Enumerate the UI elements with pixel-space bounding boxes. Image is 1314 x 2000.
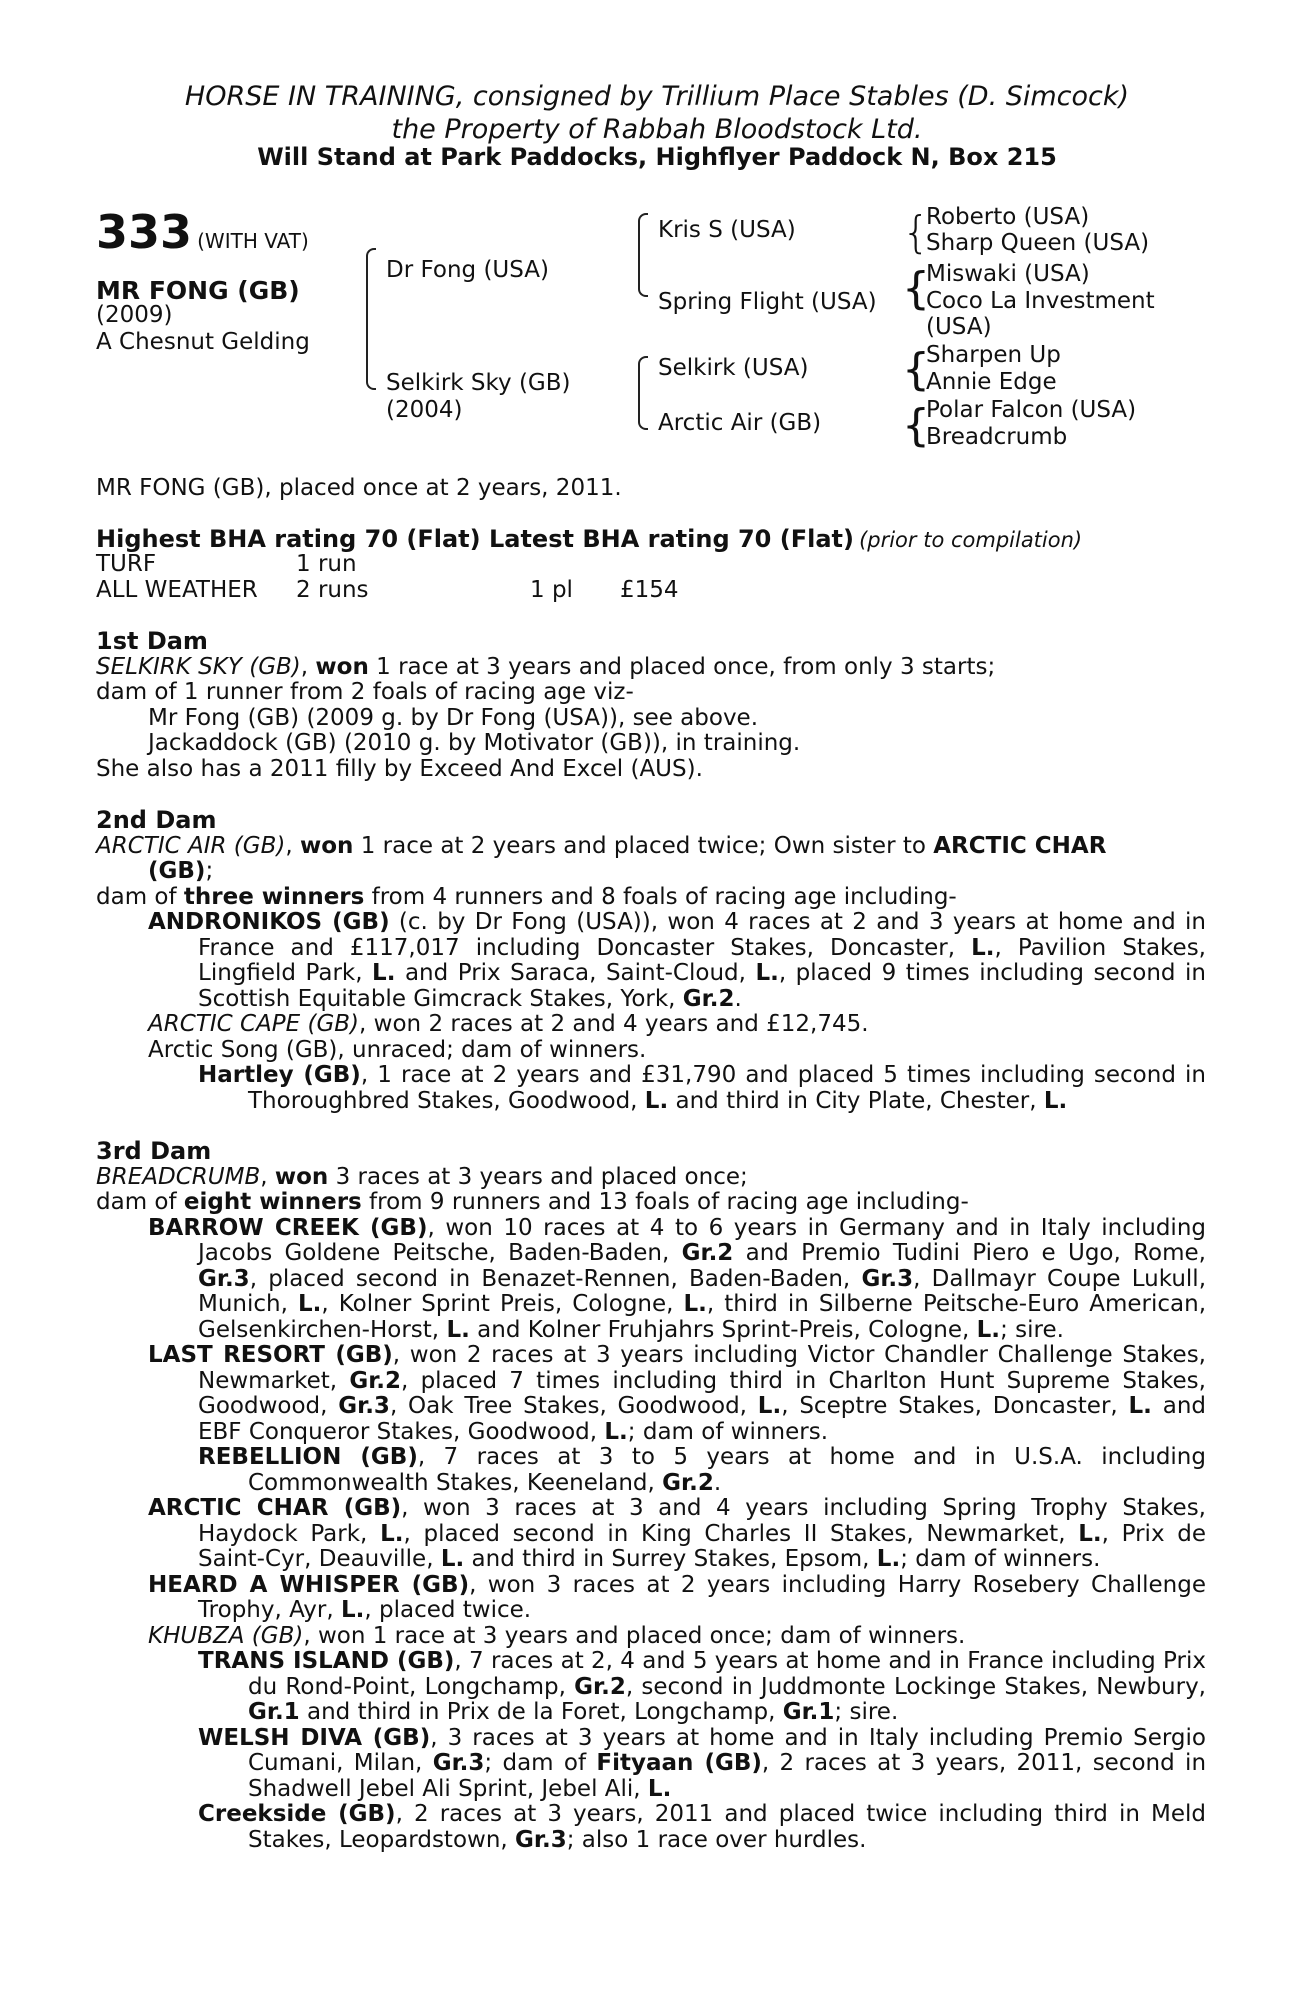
pedigree-sire-dam: Spring Flight (USA) bbox=[658, 289, 877, 315]
first-dam-section bbox=[96, 629, 1206, 782]
third-dam-record-text: 3 races at 3 years and placed once; bbox=[328, 1163, 748, 1190]
arctic-cape-name: ARCTIC CAPE (GB) bbox=[148, 1011, 360, 1037]
second-dam-sister: ARCTIC CHAR bbox=[933, 832, 1107, 859]
second-dam-produce-text: from 4 runners and 8 foals of racing age including- bbox=[364, 883, 957, 910]
lot-number-block bbox=[96, 205, 309, 259]
last-resort-text-2: , placed 7 times including third in Charlton Hunt Supreme Stakes, Goodwood, bbox=[198, 1367, 1206, 1419]
hartley-text-2: and third in City Plate, Chester, bbox=[668, 1087, 1044, 1114]
second-dam-record-text: 1 race at 2 years and placed twice; Own sister to bbox=[353, 832, 934, 859]
first-dam-produce-intro: dam of 1 runner from 2 foals of racing age viz- bbox=[96, 679, 634, 705]
horse-name: MR FONG (GB) bbox=[96, 276, 300, 305]
barrow-creek-text-7: and Kolner Fruhjahrs Sprint-Preis, Cologne, bbox=[469, 1316, 977, 1343]
barrow-creek-text-4: , Dallmayr Coupe Lukull, Munich, bbox=[198, 1265, 1207, 1317]
second-dam-section bbox=[96, 808, 1206, 1114]
listed-mark: L. bbox=[757, 1393, 782, 1419]
barrow-creek-text-2: and Premio Tudini Piero e Ugo, Rome, bbox=[733, 1240, 1206, 1266]
listed-mark: L. bbox=[440, 1546, 465, 1572]
header-stand-location: Will Stand at Park Paddocks, Highflyer Paddock N, Box 215 bbox=[257, 143, 1057, 171]
barrow-creek-text-3: , placed second in Benazet-Rennen, Baden-Baden, bbox=[249, 1265, 862, 1292]
listed-mark: L. bbox=[1078, 1520, 1102, 1547]
first-dam-won: won bbox=[315, 653, 369, 680]
second-dam-produce-intro bbox=[96, 885, 1206, 911]
heard-a-whisper-text-2: , placed twice. bbox=[364, 1597, 532, 1623]
first-dam-record: SELKIRK SKY (GB), won 1 race at 3 years and placed once, from only 3 starts; bbox=[96, 653, 996, 680]
pedigree-brace-3a: { bbox=[902, 207, 930, 258]
lot-vat-note: (WITH VAT) bbox=[197, 229, 309, 253]
khubza-entry bbox=[96, 1624, 1206, 1650]
group3-mark: Gr.3 bbox=[432, 1750, 485, 1776]
arctic-char-text-4: and third in Surrey Stakes, Epsom, bbox=[464, 1546, 877, 1572]
pedigree-ds-sire: Sharpen Up bbox=[926, 342, 1061, 368]
khubza-name: KHUBZA (GB) bbox=[148, 1622, 304, 1649]
barrow-creek-text-1: , won 10 races at 4 to 6 years in Germany and in Italy including Jacobs Goldene Peitsche, Baden-Baden, bbox=[198, 1214, 1207, 1266]
pedigree-ss-dam: Sharp Queen (USA) bbox=[926, 230, 1150, 256]
pedigree-ss-sire: Roberto (USA) bbox=[926, 204, 1090, 230]
race-summary: MR FONG (GB), placed once at 2 years, 2011. bbox=[96, 475, 622, 501]
hartley-entry bbox=[96, 1063, 1206, 1114]
andronikos-name: ANDRONIKOS (GB) bbox=[148, 909, 390, 935]
listed-mark: L. bbox=[683, 1291, 707, 1317]
group2-mark: Gr.2 bbox=[662, 1469, 714, 1496]
last-resort-text-1: , won 2 races at 3 years including Victor Chandler Challenge Stakes, Newmarket, bbox=[198, 1342, 1206, 1394]
third-dam-won: won bbox=[274, 1163, 329, 1190]
group2-mark: Gr.2 bbox=[349, 1367, 402, 1394]
second-dam-winners-count: three winners bbox=[183, 883, 365, 910]
lot-number: 333 bbox=[96, 205, 193, 259]
third-dam-name: BREADCRUMB bbox=[96, 1163, 261, 1190]
arctic-char-dam-note: ; dam of winners. bbox=[900, 1546, 1101, 1572]
second-dam-name: ARCTIC AIR (GB) bbox=[96, 832, 286, 859]
period: . bbox=[713, 1469, 722, 1496]
pedigree-brace-3c: { bbox=[902, 344, 930, 395]
turf-label: TURF bbox=[96, 551, 157, 577]
group1-mark: Gr.1 bbox=[782, 1699, 835, 1725]
hartley-text-1: , 1 race at 2 years and £31,790 and placed 5 times including second in Thoroughbred Stakes, Goodwood, bbox=[248, 1062, 1206, 1114]
barrow-creek-name: BARROW CREEK (GB) bbox=[148, 1214, 428, 1241]
header-consignor: HORSE IN TRAINING, consigned by Trillium Place Stables (D. Simcock) bbox=[184, 81, 1130, 112]
pedigree-dam-year: (2004) bbox=[386, 397, 463, 423]
last-resort-name: LAST RESORT (GB) bbox=[148, 1342, 393, 1368]
pedigree-brace-3b: { bbox=[902, 263, 930, 314]
arctic-char-text-1: , won 3 races at 3 and 4 years including Spring Trophy Stakes, Haydock Park, bbox=[198, 1495, 1206, 1547]
pedigree-sd-dam-1: Coco La Investment bbox=[926, 288, 1155, 314]
arctic-char-entry bbox=[96, 1496, 1206, 1573]
trans-island-text-2: , second in Juddmonte Lockinge Stakes, Newbury, bbox=[625, 1673, 1206, 1700]
trans-island-text-3: and third in Prix de la Foret, Longchamp, bbox=[299, 1699, 783, 1725]
pedigree-dam-dam: Arctic Air (GB) bbox=[658, 410, 822, 436]
all-weather-label: ALL WEATHER bbox=[96, 577, 258, 603]
pedigree-brace-dam-line bbox=[638, 356, 648, 430]
group2-mark: Gr.2 bbox=[681, 1240, 734, 1266]
first-dam-produce-2: Jackaddock (GB) (2010 g. by Motivator (GB)), in training. bbox=[148, 730, 801, 756]
second-dam-sister-suffix: (GB) bbox=[148, 858, 206, 884]
rebellion-entry bbox=[96, 1445, 1206, 1496]
listed-mark: L. bbox=[297, 1291, 322, 1317]
third-dam-winners-count: eight winners bbox=[183, 1189, 362, 1215]
rebellion-text-1: , 7 races at 3 to 5 years at home and in U.S.A. including Commonwealth Stakes, Keeneland, bbox=[248, 1444, 1206, 1496]
heard-a-whisper-entry bbox=[96, 1573, 1206, 1624]
third-dam-section bbox=[96, 1139, 1206, 1853]
andronikos-entry bbox=[96, 910, 1206, 1012]
second-dam-heading: 2nd Dam bbox=[96, 806, 217, 834]
heard-a-whisper-text-1: , won 3 races at 2 years including Harry Rosebery Challenge Trophy, Ayr, bbox=[198, 1571, 1206, 1623]
group2-mark: Gr.2 bbox=[574, 1673, 626, 1700]
pedigree-brace-3d: { bbox=[902, 400, 930, 451]
fityaan-name: Fityaan (GB) bbox=[596, 1750, 762, 1776]
third-dam-heading: 3rd Dam bbox=[96, 1137, 212, 1165]
pedigree-dam-sire: Selkirk (USA) bbox=[658, 355, 809, 381]
welsh-diva-name: WELSH DIVA (GB) bbox=[198, 1724, 431, 1751]
first-dam-produce-1: Mr Fong (GB) (2009 g. by Dr Fong (USA)), see above. bbox=[148, 704, 759, 731]
listed-mark: L. bbox=[755, 960, 779, 986]
arctic-cape-text: , won 2 races at 2 and 4 years and £12,745. bbox=[359, 1011, 869, 1037]
first-dam-name: SELKIRK SKY (GB) bbox=[96, 653, 301, 680]
group3-mark: Gr.3 bbox=[515, 1826, 567, 1853]
welsh-diva-text-2: ; dam of bbox=[484, 1750, 597, 1776]
creekside-name: Creekside (GB) bbox=[198, 1801, 396, 1827]
arctic-song-entry: Arctic Song (GB), unraced; dam of winners. bbox=[148, 1036, 647, 1063]
group1-mark: Gr.1 bbox=[248, 1699, 300, 1725]
barrow-creek-sire-note: ; sire. bbox=[1000, 1316, 1064, 1343]
listed-mark: L. bbox=[604, 1418, 628, 1445]
creekside-text-1: , 2 races at 3 years, 2011 and placed twice including third in Meld Stakes, Leopardstown, bbox=[248, 1801, 1206, 1853]
pedigree-dd-dam: Breadcrumb bbox=[926, 424, 1068, 450]
trans-island-text-1: , 7 races at 2, 4 and 5 years at home and in France including Prix du Rond-Point, Longchamp, bbox=[248, 1648, 1206, 1700]
arctic-char-text-2: , placed second in King Charles II Stakes, Newmarket, bbox=[403, 1520, 1079, 1547]
pedigree-sire: Dr Fong (USA) bbox=[386, 257, 549, 283]
arctic-cape-entry bbox=[96, 1012, 1206, 1038]
all-weather-placed: 1 pl bbox=[530, 577, 573, 603]
welsh-diva-text-1: , 3 races at 3 years at home and in Italy including Premio Sergio Cumani, Milan, bbox=[248, 1724, 1206, 1776]
group3-mark: Gr.3 bbox=[861, 1265, 914, 1292]
andronikos-text-4: , placed 9 times including second in Scottish Equitable Gimcrack Stakes, York, bbox=[198, 960, 1206, 1012]
khubza-text: , won 1 race at 3 years and placed once; dam of winners. bbox=[303, 1622, 966, 1649]
listed-mark: L. bbox=[976, 1316, 1001, 1343]
second-dam-record: ARCTIC AIR (GB), won 1 race at 2 years and placed twice; Own sister to ARCTIC CHAR bbox=[96, 832, 1107, 859]
second-dam-won: won bbox=[299, 832, 354, 859]
last-resort-text-3: , Oak Tree Stakes, Goodwood, bbox=[389, 1393, 758, 1419]
pedigree-sd-sire: Miswaki (USA) bbox=[926, 261, 1090, 287]
trans-island-name: TRANS ISLAND (GB) bbox=[198, 1648, 455, 1674]
pedigree-dd-sire: Polar Falcon (USA) bbox=[926, 397, 1137, 423]
listed-mark: L. bbox=[372, 960, 396, 986]
third-dam-record: BREADCRUMB, won 3 races at 3 years and placed once; bbox=[96, 1163, 748, 1190]
listed-mark: L. bbox=[380, 1520, 404, 1547]
group3-mark: Gr.3 bbox=[198, 1265, 250, 1292]
third-dam-dam-of: dam of bbox=[96, 1189, 184, 1215]
andronikos-text-1: (c. by Dr Fong (USA)), won 4 races at 2 and 3 years at home and in France and £117,017 including Doncaster Stakes, Doncaster, bbox=[198, 909, 1207, 961]
welsh-diva-text-3: , 2 races at 3 years, 2011, second in Shadwell Jebel Ali Sprint, Jebel Ali, bbox=[248, 1750, 1207, 1802]
pedigree-sd-dam-2: (USA) bbox=[926, 314, 992, 340]
third-dam-produce-intro bbox=[96, 1190, 1206, 1216]
rebellion-name: REBELLION (GB) bbox=[198, 1444, 418, 1470]
first-dam-note: She also has a 2011 filly by Exceed And Excel (AUS). bbox=[96, 755, 703, 782]
last-resort-entry bbox=[96, 1343, 1206, 1445]
andronikos-text-3: and Prix Saraca, Saint-Cloud, bbox=[395, 960, 756, 986]
last-resort-text-5: and EBF Conqueror Stakes, Goodwood, bbox=[198, 1393, 1207, 1445]
listed-mark: L. bbox=[1128, 1393, 1152, 1419]
ratings-line bbox=[96, 527, 1082, 555]
last-resort-dam-note: ; dam of winners. bbox=[627, 1418, 829, 1445]
hartley-name: Hartley (GB) bbox=[198, 1062, 361, 1088]
pedigree-brace-sire-line bbox=[638, 213, 648, 297]
listed-mark: L. bbox=[446, 1316, 470, 1343]
turf-runs: 1 run bbox=[296, 551, 357, 577]
listed-mark: L. bbox=[644, 1087, 669, 1114]
group3-mark: Gr.3 bbox=[338, 1393, 390, 1419]
horse-year: (2009) bbox=[96, 302, 173, 328]
creekside-entry bbox=[96, 1802, 1206, 1853]
header-property: the Property of Rabbah Bloodstock Ltd. bbox=[391, 114, 923, 145]
last-resort-text-4: , Sceptre Stakes, Doncaster, bbox=[781, 1393, 1129, 1419]
second-dam-record-cont: (GB); bbox=[148, 858, 214, 884]
pedigree-brace-sire-dam bbox=[366, 248, 376, 390]
arctic-char-name: ARCTIC CHAR (GB) bbox=[148, 1495, 402, 1521]
pedigree-ds-dam: Annie Edge bbox=[926, 369, 1057, 395]
pedigree-sire-sire: Kris S (USA) bbox=[658, 217, 796, 243]
second-dam-dam-of: dam of bbox=[96, 883, 184, 910]
ratings-note: (prior to compilation) bbox=[859, 528, 1083, 552]
listed-mark: L. bbox=[876, 1546, 901, 1572]
trans-island-sire-note: ; sire. bbox=[834, 1699, 899, 1725]
barrow-creek-text-6: , third in Silberne Peitsche-Euro American, Gelsenkirchen-Horst, bbox=[198, 1291, 1207, 1343]
all-weather-runs: 2 runs bbox=[296, 577, 369, 603]
arctic-char-text-3: , Prix de Saint-Cyr, Deauville, bbox=[198, 1520, 1207, 1572]
listed-mark: L. bbox=[340, 1597, 365, 1623]
pedigree-dam: Selkirk Sky (GB) bbox=[386, 370, 571, 396]
heard-a-whisper-name: HEARD A WHISPER (GB) bbox=[148, 1571, 470, 1598]
first-dam-record-text: 1 race at 3 years and placed once, from only 3 starts; bbox=[368, 653, 996, 680]
period: . bbox=[734, 985, 742, 1012]
barrow-creek-text-5: , Kolner Sprint Preis, Cologne, bbox=[321, 1291, 684, 1317]
ratings-bha: Highest BHA rating 70 (Flat) Latest BHA rating 70 (Flat) bbox=[96, 525, 854, 553]
creekside-text-2: ; also 1 race over hurdles. bbox=[566, 1826, 867, 1853]
andronikos-text-2: , Pavilion Stakes, Lingfield Park, bbox=[198, 934, 1206, 986]
listed-mark: L. bbox=[1043, 1087, 1068, 1114]
trans-island-entry bbox=[96, 1649, 1206, 1726]
third-dam-produce-text: from 9 runners and 13 foals of racing age including- bbox=[361, 1189, 969, 1215]
barrow-creek-entry bbox=[96, 1216, 1206, 1344]
all-weather-prize: £154 bbox=[620, 577, 679, 603]
listed-mark: L. bbox=[647, 1775, 672, 1802]
listed-mark: L. bbox=[971, 934, 995, 961]
horse-description: A Chesnut Gelding bbox=[96, 329, 310, 355]
welsh-diva-entry bbox=[96, 1726, 1206, 1803]
first-dam-heading: 1st Dam bbox=[96, 627, 208, 655]
group2-mark: Gr.2 bbox=[682, 985, 735, 1012]
